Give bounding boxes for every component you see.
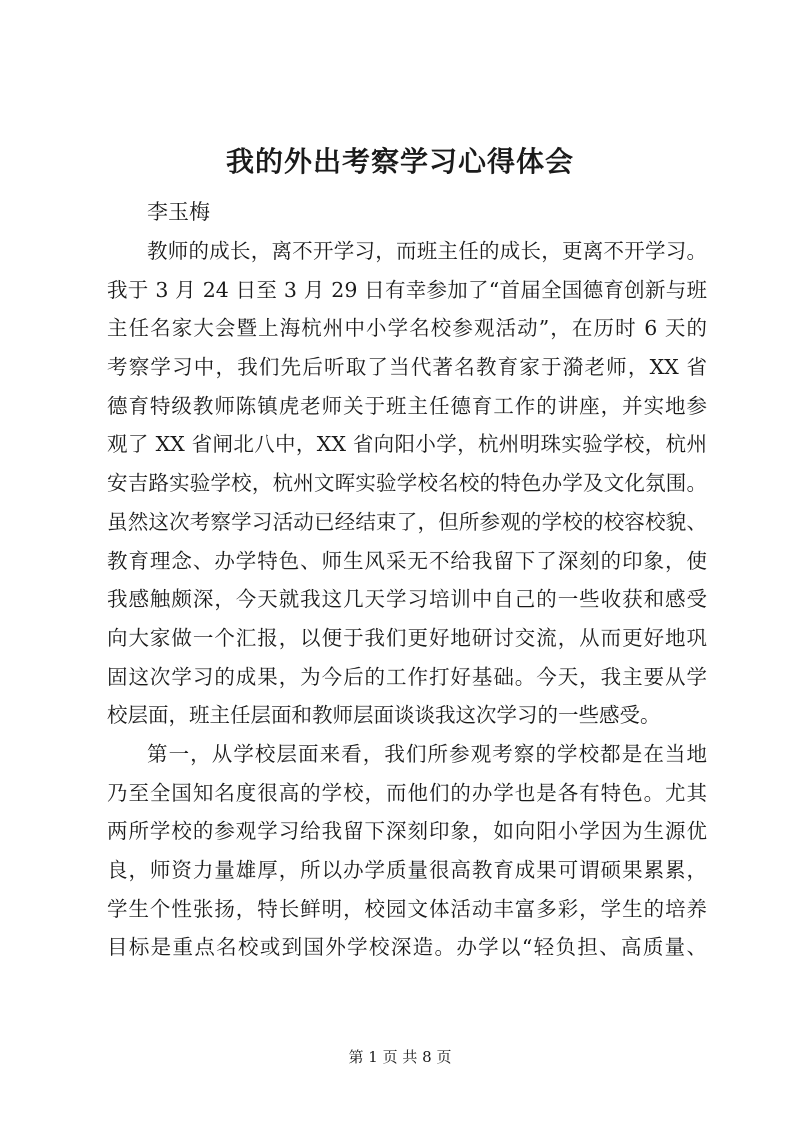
text-line: 学生个性张扬，特长鲜明，校园文体活动丰富多彩，学生的培养 bbox=[107, 896, 707, 921]
text-line: 主任名家大会暨上海杭州中小学名校参观活动”，在历时 6 天的 bbox=[107, 316, 707, 341]
text-line: 虽然这次考察学习活动已经结束了，但所参观的学校的校容校貌、 bbox=[107, 509, 707, 534]
text-line: 教育理念、办学特色、师生风采无不给我留下了深刻的印象，使 bbox=[107, 548, 707, 573]
text-line: 观了 XX 省闸北八中，XX 省向阳小学，杭州明珠实验学校，杭州 bbox=[107, 432, 707, 457]
text-line: 校层面，班主任层面和教师层面谈谈我这次学习的一些感受。 bbox=[107, 703, 661, 728]
body-text bbox=[107, 236, 707, 971]
text-line: 固这次学习的成果，为今后的工作打好基础。今天，我主要从学 bbox=[107, 664, 707, 689]
text-line: 安吉路实验学校，杭州文晖实验学校名校的特色办学及文化氛围。 bbox=[107, 471, 707, 496]
text-line: 教师的成长，离不开学习，而班主任的成长，更离不开学习。 bbox=[147, 239, 707, 263]
page-footer: 第 1 页 共 8 页 bbox=[348, 1048, 452, 1066]
text-line: 德育特级教师陈镇虎老师关于班主任德育工作的讲座，并实地参 bbox=[107, 393, 707, 418]
document-title: 我的外出考察学习心得体会 bbox=[225, 145, 574, 178]
text-line: 向大家做一个汇报，以便于我们更好地研讨交流，从而更好地巩 bbox=[107, 625, 707, 650]
text-line: 两所学校的参观学习给我留下深刻印象，如向阳小学因为生源优 bbox=[107, 819, 707, 844]
text-line: 第一，从学校层面来看，我们所参观考察的学校都是在当地 bbox=[147, 741, 707, 766]
text-line: 乃至全国知名度很高的学校，而他们的办学也是各有特色。尤其 bbox=[107, 780, 707, 805]
text-line: 我于 3 月 24 日至 3 月 29 日有幸参加了“首届全国德育创新与班 bbox=[107, 277, 707, 302]
text-line: 我感触颇深，今天就我这几天学习培训中自己的一些收获和感受 bbox=[107, 587, 707, 612]
author-name: 李玉梅 bbox=[147, 200, 210, 224]
text-line: 目标是重点名校或到国外学校深造。办学以“轻负担、高质量、 bbox=[107, 935, 707, 960]
text-line: 良，师资力量雄厚，所以办学质量很高教育成果可谓硕果累累， bbox=[107, 858, 707, 882]
text-line: 考察学习中，我们先后听取了当代著名教育家于漪老师，XX 省 bbox=[107, 355, 707, 380]
